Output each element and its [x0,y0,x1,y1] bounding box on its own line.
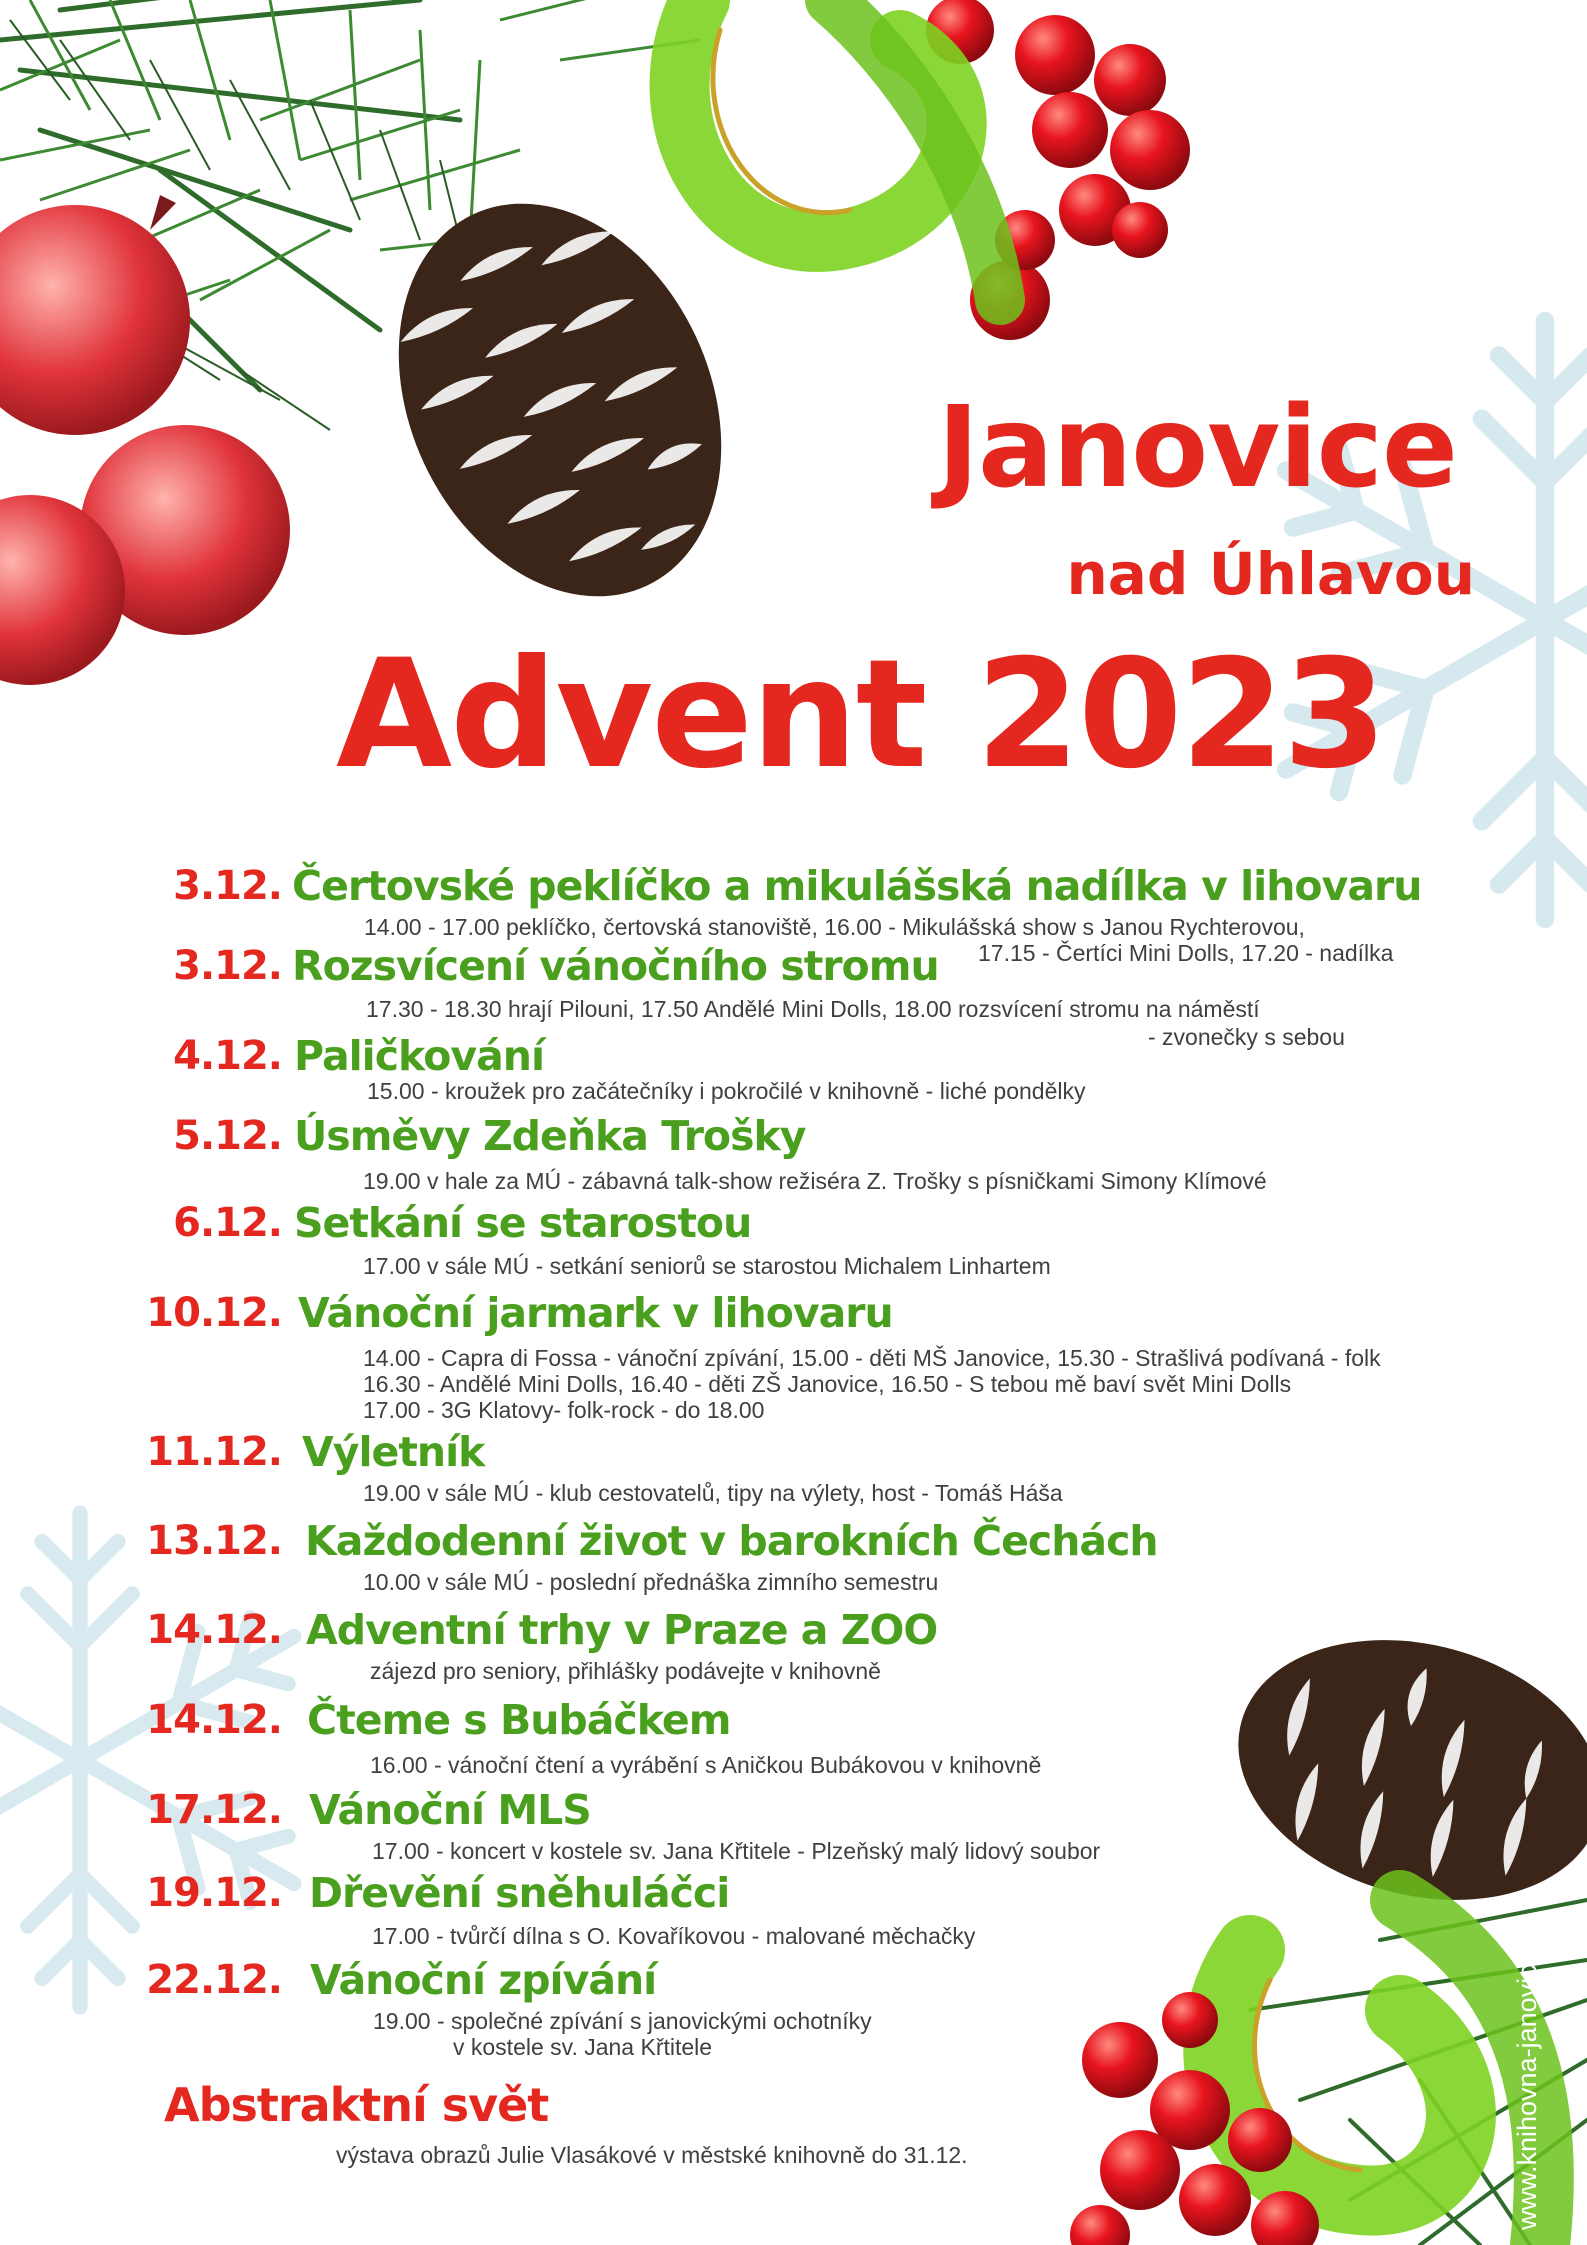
event-title: Úsměvy Zdeňka Trošky [294,1112,806,1160]
event-description: 17.00 - tvůrčí dílna s O. Kovaříkovou - malované měchačky [372,1923,976,1949]
event-description: v kostele sv. Jana Křtitele [453,2034,713,2060]
event-date: 17.12. [146,1787,282,1833]
event-description: zájezd pro seniory, přihlášky podávejte v knihovně [370,1658,881,1684]
event-date: 6.12. [173,1200,282,1246]
event-description: - zvonečky s sebou [1148,1024,1345,1050]
snowflake-icon [0,1513,320,2007]
frosted-apple-icon [0,195,290,685]
page-title: Advent 2023 [336,628,1386,802]
exhibition-title: Abstraktní svět [164,2078,549,2132]
event-description: 14.00 - Capra di Fossa - vánoční zpívání, 15.00 - děti MŠ Janovice, 15.30 - Strašlivá podívaná - folk [363,1345,1381,1371]
event-date: 10.12. [146,1290,282,1336]
event-description: 17.00 - koncert v kostele sv. Jana Křtitele - Plzeňský malý lidový soubor [372,1838,1101,1864]
event-title: Čteme s Bubáčkem [307,1696,731,1744]
event-description: 14.00 - 17.00 peklíčko, čertovská stanoviště, 16.00 - Mikulášská show s Janou Rychterovou, [364,914,1305,940]
red-berries-icon [1070,1992,1319,2245]
exhibition-description: výstava obrazů Julie Vlasákové v městské knihovně do 31.12. [336,2142,968,2168]
event-title: Setkání se starostou [294,1199,752,1247]
event-description: 17.30 - 18.30 hrají Pilouni, 17.50 Andělé Mini Dolls, 18.00 rozsvícení stromu na náměstí [366,996,1260,1022]
event-title: Výletník [302,1428,485,1476]
event-title: Vánoční jarmark v lihovaru [298,1289,893,1337]
event-date: 3.12. [173,863,282,909]
event-date: 22.12. [146,1957,282,2003]
event-description: 19.00 v sále MÚ - klub cestovatelů, tipy na výlety, host - Tomáš Háša [363,1480,1063,1506]
website-link[interactable]: www.knihovna-janovice.cz [1512,1914,1542,2230]
event-description: 17.15 - Čertíci Mini Dolls, 17.20 - nadílka [978,940,1394,966]
event-description: 15.00 - kroužek pro začátečníky i pokročilé v knihovně - liché pondělky [367,1078,1086,1104]
event-title: Dřevění sněhuláčci [309,1869,730,1917]
event-date: 5.12. [173,1113,282,1159]
event-description: 10.00 v sále MÚ - poslední přednáška zimního semestru [363,1569,939,1595]
event-title: Adventní trhy v Praze a ZOO [306,1606,938,1654]
event-date: 4.12. [173,1033,282,1079]
event-description: 19.00 v hale za MÚ - zábavná talk-show režiséra Z. Trošky s písničkami Simony Klímové [363,1168,1267,1194]
event-title: Paličkování [294,1032,544,1080]
event-date: 19.12. [146,1870,282,1916]
event-title: Vánoční MLS [309,1786,591,1834]
event-title: Rozsvícení vánočního stromu [292,942,939,990]
event-description: 16.00 - vánoční čtení a vyrábění s Aničkou Bubákovou v knihovně [370,1752,1042,1778]
event-date: 14.12. [146,1607,282,1653]
town-name: Janovice [937,383,1457,513]
event-title: Čertovské peklíčko a mikulášská nadílka v lihovaru [292,862,1422,910]
green-ribbon-icon [680,0,1000,300]
event-description: 17.00 v sále MÚ - setkání seniorů se starostou Michalem Linhartem [363,1253,1051,1279]
event-date: 14.12. [146,1697,282,1743]
event-description: 17.00 - 3G Klatovy- folk-rock - do 18.00 [363,1397,765,1423]
event-title: Vánoční zpívání [310,1956,657,2004]
event-description: 19.00 - společné zpívání s janovickými ochotníky [373,2008,872,2034]
event-date: 13.12. [146,1518,282,1564]
town-subtitle: nad Úhlavou [1066,540,1475,608]
event-description: 16.30 - Andělé Mini Dolls, 16.40 - děti ZŠ Janovice, 16.50 - S tebou mě baví svět Mini Dolls [363,1371,1292,1397]
event-title: Každodenní život v barokních Čechách [305,1517,1158,1565]
event-date: 11.12. [146,1429,282,1475]
event-date: 3.12. [173,943,282,989]
